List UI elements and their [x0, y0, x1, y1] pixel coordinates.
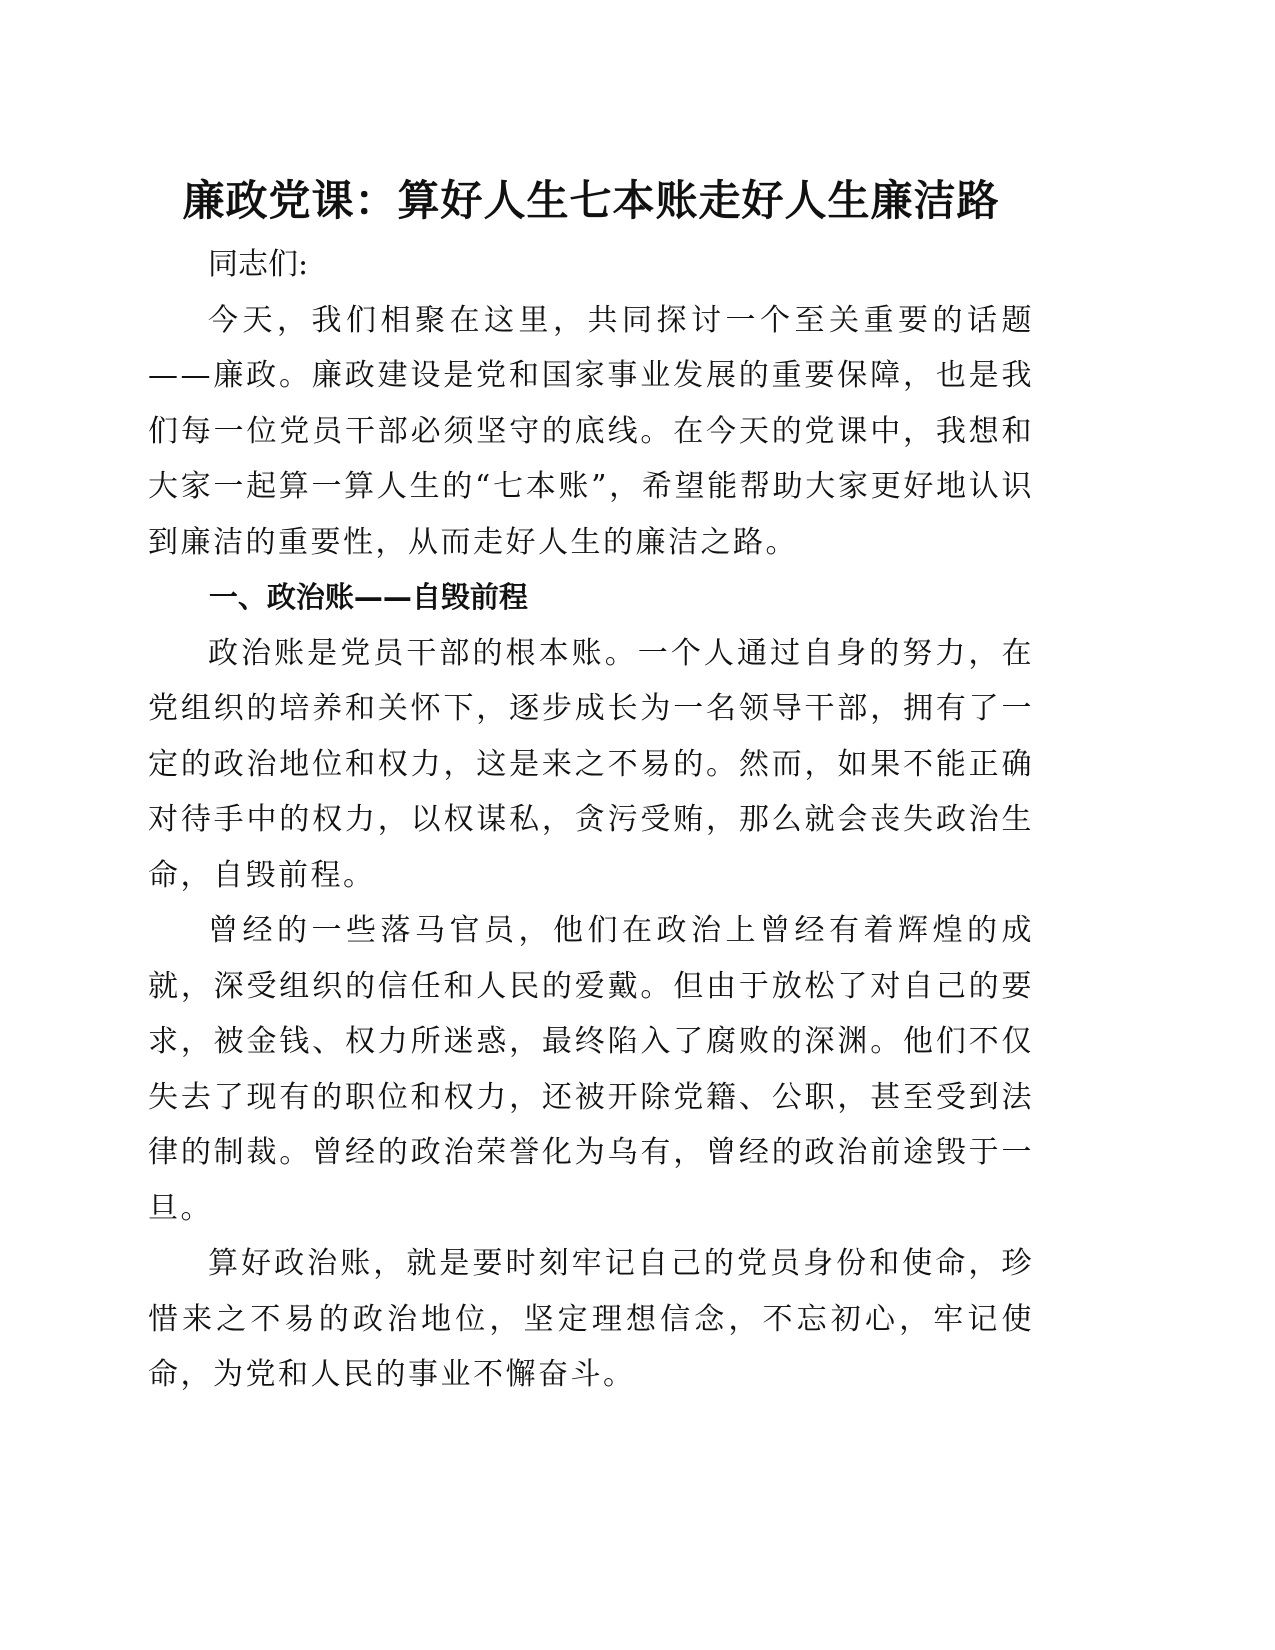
body-paragraph: 曾经的一些落马官员，他们在政治上曾经有着辉煌的成就，深受组织的信任和人民的爱戴。但由于放松了对自己的要求，被金钱、权力所迷惑，最终陷入了腐败的深渊。他们不仅失去了现有的职位和权力，还被开除党籍、公职，甚至受到法律的制裁。曾经的政治荣誉化为乌有，曾经的政治前途毁于一旦。 — [148, 913, 1034, 1226]
intro-paragraph: 今天，我们相聚在这里，共同探讨一个至关重要的话题——廉政。廉政建设是党和国家事业发展的重要保障，也是我们每一位党员干部必须坚守的底线。在今天的党课中，我想和大家一起算一算人生的“七本账”，希望能帮助大家更好地认识到廉洁的重要性，从而走好人生的廉洁之路。 — [148, 302, 1034, 560]
body-paragraph: 算好政治账，就是要时刻牢记自己的党员身份和使命，珍惜来之不易的政治地位，坚定理想信念，不忘初心，牢记使命，为党和人民的事业不懈奋斗。 — [148, 1246, 1034, 1392]
section-heading-political: 一、政治账——自毁前程 — [208, 580, 528, 614]
salutation: 同志们: — [208, 247, 309, 282]
body-paragraph: 政治账是党员干部的根本账。一个人通过自身的努力，在党组织的培养和关怀下，逐步成长为一名领导干部，拥有了一定的政治地位和权力，这是来之不易的。然而，如果不能正确对待手中的权力，以权谋私，贪污受贿，那么就会丧失政治生命，自毁前程。 — [148, 635, 1034, 893]
document-page — [148, 165, 1034, 1403]
document-title: 廉政党课：算好人生七本账走好人生廉洁路 — [182, 176, 1000, 225]
